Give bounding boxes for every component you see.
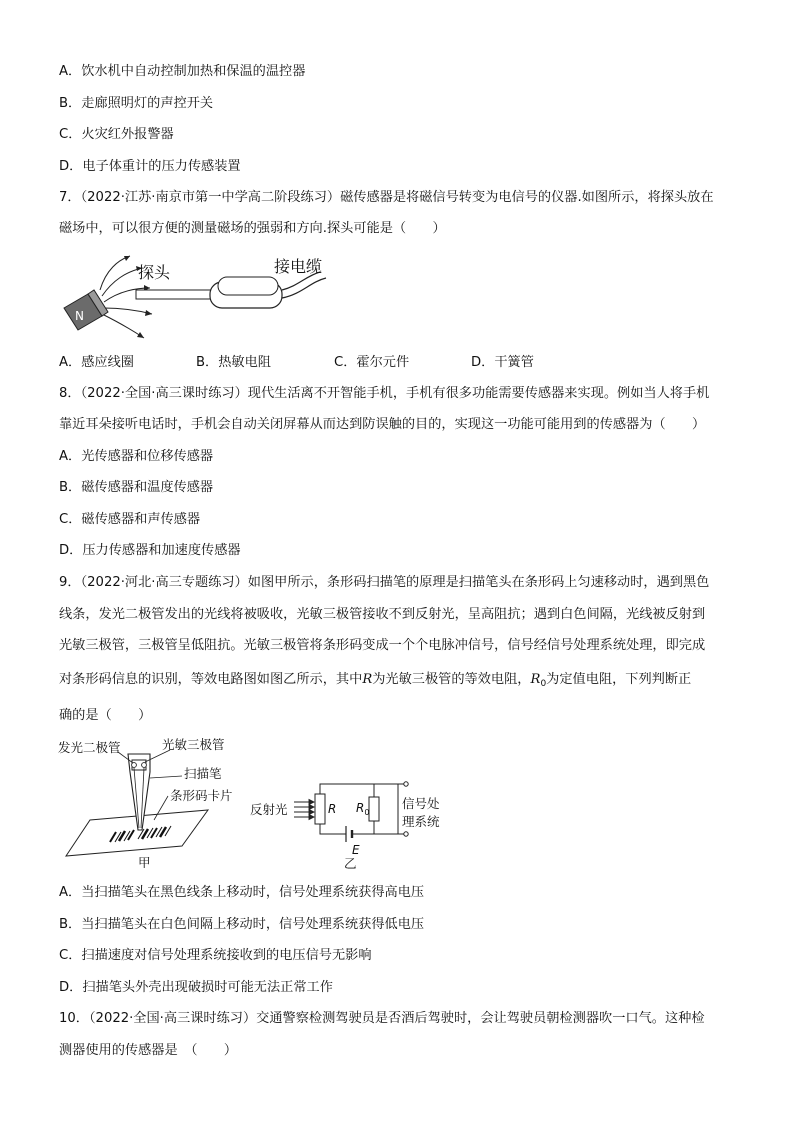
q9-r-label: R: [328, 802, 337, 816]
q7-option-c: C．霍尔元件: [334, 355, 410, 370]
q9-stem-line3: 光敏三极管，三极管呈低阻抗。光敏三极管将条形码变成一个个电脉冲信号，信号经信号处理系统处理，即完成: [59, 638, 706, 653]
q8-option-b: B．磁传感器和温度传感器: [59, 480, 214, 495]
q9-r0-label-group: [356, 801, 369, 817]
q9-card-label: 条形码卡片: [170, 788, 233, 803]
q7-options-row: [59, 353, 739, 375]
q8-option-a: A．光传感器和位移传感器: [59, 449, 214, 464]
q9-system-label-2: 理系统: [402, 814, 440, 829]
q9-e-label: E: [352, 843, 360, 857]
q9-r0-sub: 0: [364, 808, 370, 817]
q9-option-a: A．当扫描笔头在黑色线条上移动时，信号处理系统获得高电压: [59, 885, 425, 900]
q9-stem-line2: 线条，发光二极管发出的光线将被吸收，光敏三极管接收不到反射光，呈高阻抗；遇到白色间隔，光线被反射到: [59, 607, 706, 622]
q9-stem-line1: 9．（2022·河北·高三专题练习）如图甲所示，条形码扫描笔的原理是扫描笔头在条形码上匀速移动时，遇到黑色: [59, 575, 710, 590]
q9-stem-line4-r: R: [362, 672, 373, 687]
q6-option-d: D．电子体重计的压力传感装置: [59, 159, 241, 174]
q8-option-d: D．压力传感器和加速度传感器: [59, 543, 241, 558]
q9-stem-line4-a: 对条形码信息的识别，等效电路图如图乙所示，其中: [59, 672, 363, 687]
q8-stem-line1: 8．（2022·全国·高三课时练习）现代生活离不开智能手机，手机有很多功能需要传感器来实现。例如当人将手机: [59, 386, 710, 401]
q9-stem-line4-r0: R: [530, 672, 541, 687]
q7-cable-label: 接电缆: [274, 257, 323, 276]
q9-phototransistor-label: 光敏三极管: [162, 738, 225, 752]
q6-option-c: C．火灾红外报警器: [59, 127, 174, 142]
q9-stem-line4-b: 为光敏三极管的等效电阻，: [372, 672, 531, 687]
q7-option-a: A．感应线圈: [59, 355, 134, 370]
q9-figure-jia: [58, 738, 258, 868]
q9-option-c: C．扫描速度对信号处理系统接收到的电压信号无影响: [59, 948, 372, 963]
q9-figure-jia-caption: 甲: [138, 855, 151, 868]
q7-option-b: B．热敏电阻: [196, 355, 271, 370]
q7-stem-line1: 7．（2022·江苏·南京市第一中学高二阶段练习）磁传感器是将磁信号转变为电信号的仪器.如图所示，将探头放在: [59, 190, 714, 205]
q10-stem-line2: 测器使用的传感器是 （ ）: [59, 1043, 238, 1058]
q7-probe-label: 探头: [138, 263, 171, 282]
q6-option-a: A．饮水机中自动控制加热和保温的温控器: [59, 64, 306, 79]
q9-figure-yi-caption: 乙: [344, 856, 357, 870]
q6-option-b: B．走廊照明灯的声控开关: [59, 96, 214, 111]
q9-stem-line4: [59, 670, 737, 694]
q9-stem-line4-r0-sub: 0: [540, 679, 547, 689]
q9-r0-label: R: [356, 801, 365, 815]
q7-magnet-label: N: [75, 309, 84, 323]
q8-stem-line2: 靠近耳朵接听电话时，手机会自动关闭屏幕从而达到防误触的目的，实现这一功能可能用到的传感器为（ ）: [59, 417, 706, 432]
q7-stem-line2: 磁场中，可以很方便的测量磁场的强弱和方向.探头可能是（ ）: [59, 221, 446, 236]
q9-option-b: B．当扫描笔头在白色间隔上移动时，信号处理系统获得低电压: [59, 917, 425, 932]
q9-pen-label: 扫描笔: [184, 766, 222, 781]
q7-magnet-probe-figure: [58, 250, 348, 345]
q9-reflect-label: 反射光: [250, 802, 288, 817]
q9-stem-line4-c: 为定值电阻，下列判断正: [546, 672, 692, 687]
q10-stem-line1: 10．（2022·全国·高三课时练习）交通警察检测驾驶员是否酒后驾驶时，会让驾驶员朝检测器吹一口气。这种检: [59, 1011, 705, 1026]
q9-led-label: 发光二极管: [58, 740, 121, 755]
q7-option-d: D．干簧管: [471, 355, 534, 370]
q9-system-label-1: 信号处: [402, 796, 440, 811]
q9-stem-line5: 确的是（ ）: [59, 708, 152, 723]
q9-figure-yi: [248, 780, 468, 870]
q9-option-d: D．扫描笔头外壳出现破损时可能无法正常工作: [59, 980, 333, 995]
q8-option-c: C．磁传感器和声传感器: [59, 512, 201, 527]
